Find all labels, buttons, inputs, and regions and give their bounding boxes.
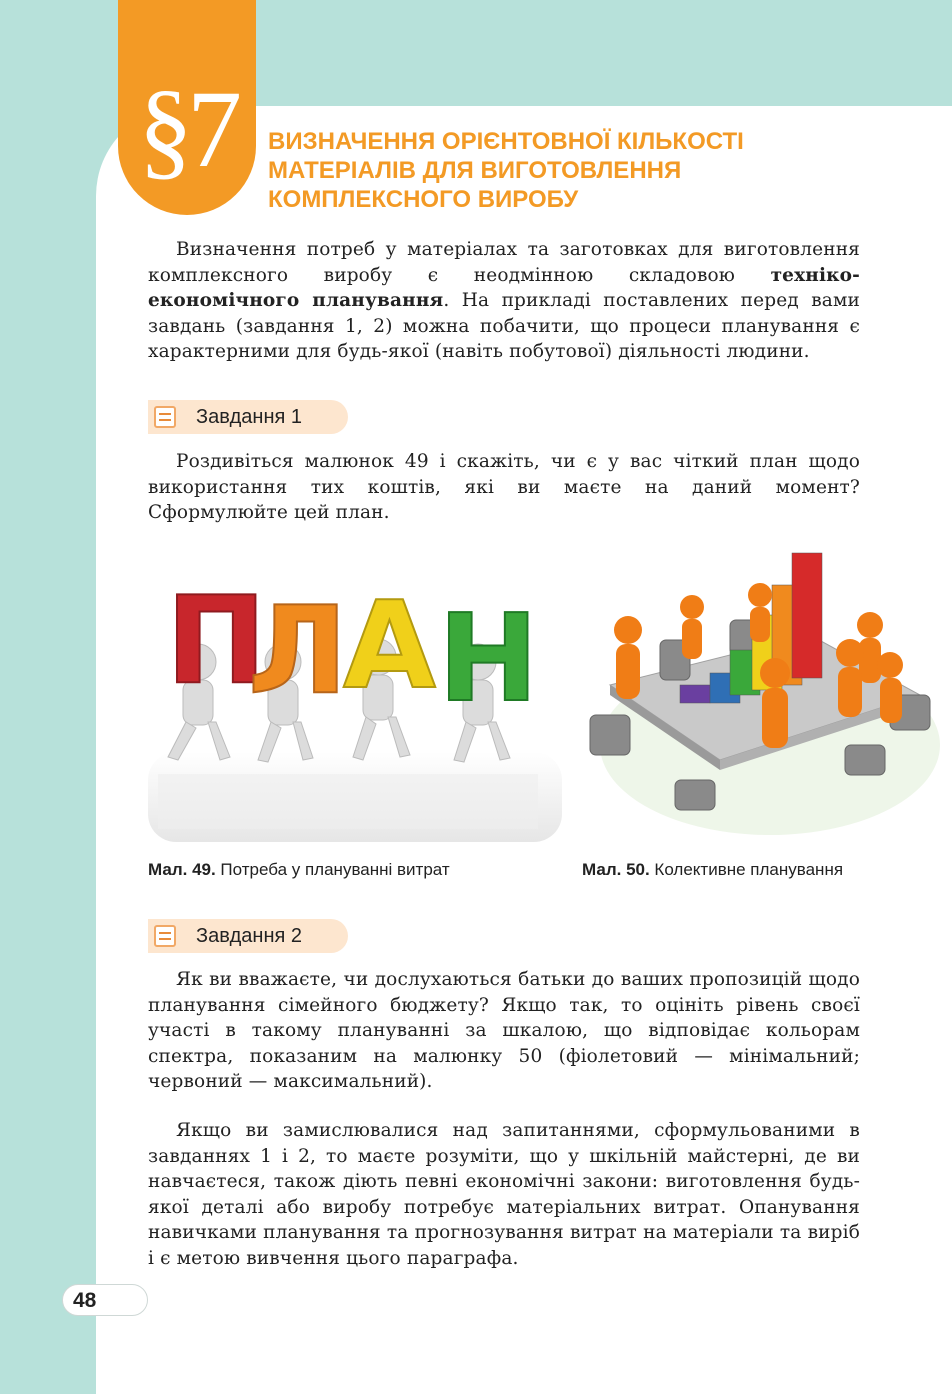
page-number: 48	[62, 1284, 148, 1316]
figure-50-caption-text: Колективне планування	[649, 860, 844, 879]
letter-p: П	[166, 572, 267, 711]
intro-bold-term: техніко-економічного планування	[148, 264, 860, 312]
figure-49-caption	[148, 860, 450, 880]
figure-49-number: Мал. 49.	[148, 860, 216, 879]
title-line-3: КОМПЛЕКСНОГО ВИРОБУ	[268, 186, 579, 213]
letter-l: Л	[248, 582, 348, 721]
intro-paragraph	[148, 237, 860, 365]
figure-50-image	[580, 545, 940, 845]
task-2-text: Як ви вважаєте, чи дослухаються батьки до ваших пропозицій щодо планування сімейного бюджету? Якщо так, то оцініть рівень своєї участі в такому плануванні за шкалою, що відповідає кольорам спектра, показаним на малюнку 50 (фіолетовий — мінімальний; червоний — максимальний).	[148, 969, 860, 1093]
task-1-text: Роздивіться малюнок 49 і скажіть, чи є у вас чіткий план щодо використання тих коштів, які ви маєте на даний момент? Сформулюйте цей план.	[148, 451, 860, 524]
section-title	[268, 127, 828, 214]
task-icon	[154, 925, 176, 947]
task-1-label: Завдання 1	[196, 406, 302, 428]
task-2-header	[148, 919, 348, 953]
title-line-1: ВИЗНАЧЕННЯ ОРІЄНТОВНОЇ КІЛЬКОСТІ	[268, 128, 744, 155]
task-2-label: Завдання 2	[196, 925, 302, 947]
letter-a: А	[343, 577, 436, 716]
intro-text-2: . На прикладі поставлених перед вами завдань (завдання 1, 2) можна побачити, що процеси планування є характерними для будь-якої (навіть побутової) діяльності людини.	[148, 290, 860, 363]
closing-paragraph: Якщо ви замислювалися над запитаннями, сформульованими в завданнях 1 і 2, то маєте розуміти, що у шкільній майстерні, де ви навчаєтеся, також діють певні економічні закони: виготовлення будь-якої деталі або виробу потребує матеріальних витрат. Опанування навичками планування та прогнозування витрат на матеріали та виріб і є метою вивчення цього параграфа.	[148, 1120, 860, 1269]
figure-49-caption-text: Потреба у плануванні витрат	[215, 860, 450, 879]
figure-50-number: Мал. 50.	[582, 860, 650, 879]
figure-49-image	[148, 552, 562, 842]
section-badge	[118, 0, 256, 215]
section-number: §7	[138, 68, 236, 190]
task-icon	[154, 406, 176, 428]
figure-50-caption	[582, 860, 843, 880]
intro-text-1: Визначення потреб у матеріалах та заготовках для виготовлення комплексного виробу є неодмінною складовою	[148, 239, 860, 286]
task-1-header	[148, 400, 348, 434]
title-line-2: МАТЕРІАЛІВ ДЛЯ ВИГОТОВЛЕННЯ	[268, 157, 682, 184]
letter-n: Н	[438, 590, 539, 729]
